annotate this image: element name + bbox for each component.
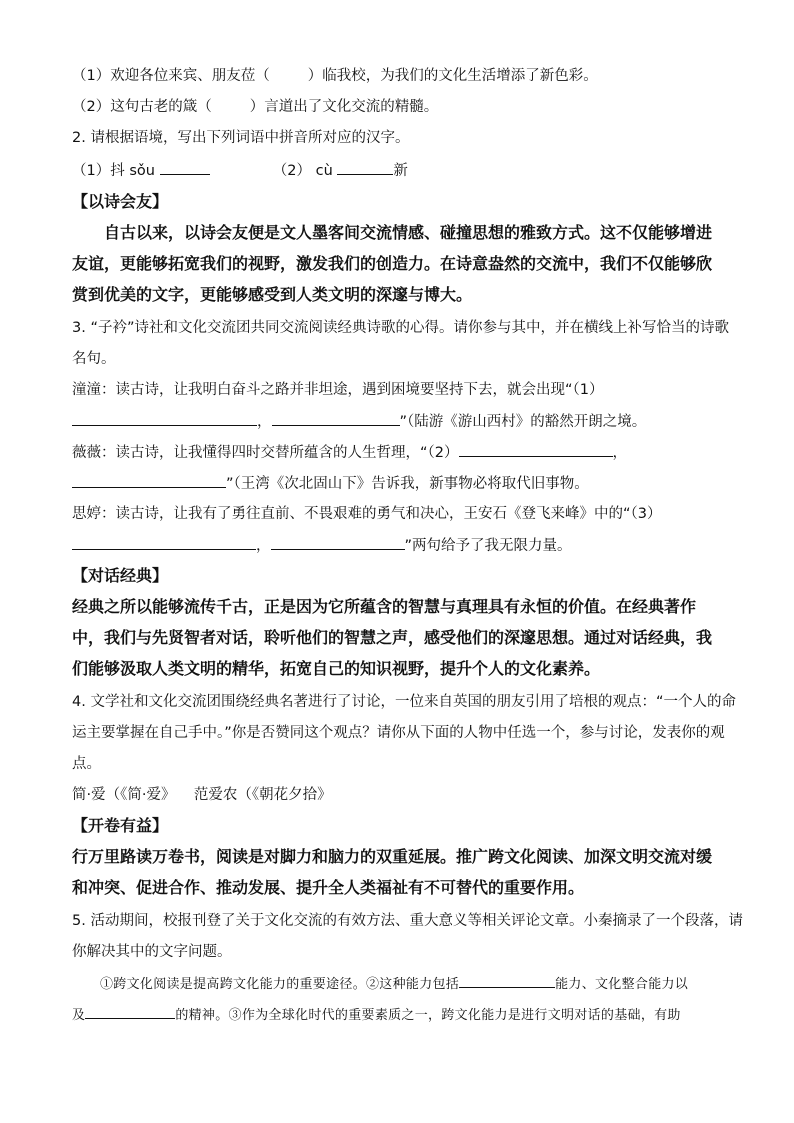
q3-blank-2b[interactable]: [72, 473, 226, 488]
q2-items: [72, 160, 408, 181]
q3-answer-b-line-2: [72, 473, 589, 494]
q5-line-1: 5. 活动期间，校报刊登了关于文化交流的有效方法、重大意义等相关评论文章。小秦摘录了一个段落，请: [72, 913, 743, 929]
q1-item-1-prefix: （1）欢迎各位来宾、朋友莅（: [72, 68, 270, 84]
poetry-intro-line-2: 友谊，更能够拓宽我们的视野，激发我们的创造力。在诗意盎然的交流中，我们不仅能够欣: [72, 254, 713, 273]
section-heading-poetry: 【以诗会友】: [72, 192, 169, 211]
reading-intro-line-2: 和冲突、促进合作、推动发展、提升全人类福祉有不可替代的重要作用。: [72, 878, 585, 897]
classics-intro-line-3: 们能够汲取人类文明的精华，拓宽自己的知识视野，提升个人的文化素养。: [72, 659, 601, 678]
q4-line-1: 4. 文学社和文化交流团围绕经典名著进行了讨论，一位来自英国的朋友引用了培根的观点：“一个人的命: [72, 694, 736, 710]
q2-item-1-blank[interactable]: [160, 160, 210, 175]
q3-answer-b-text: 薇薇：读古诗，让我懂得四时交替所蕴含的人生哲理，“（2）: [72, 445, 459, 461]
q5-blank-1[interactable]: [459, 973, 555, 988]
section-heading-classics: 【对话经典】: [72, 566, 169, 585]
poetry-intro-line-3: 赏到优美的文字，更能够感受到人类文明的深邃与博大。: [72, 285, 473, 304]
q1-item-2: [72, 97, 438, 117]
q3-stem-line-1: 3. “子衿”诗社和文化交流团共同交流阅读经典诗歌的心得。请你参与其中，并在横线上补写恰当的诗歌: [72, 320, 729, 336]
q1-item-2-suffix: ）言道出了文化交流的精髓。: [249, 99, 439, 115]
q3-answer-c-line-2: [72, 535, 572, 556]
q3-answer-b-tail: ”（王湾《次北固山下》告诉我，新事物必将取代旧事物。: [226, 476, 589, 492]
q4-line-2: 运主要掌握在自己手中。”你是否赞同这个观点？请你从下面的人物中任选一个，参与讨论，发表你的观: [72, 725, 725, 741]
q4-line-3: 点。: [72, 756, 101, 772]
q3-blank-3a[interactable]: [72, 535, 256, 550]
q3-blank-3b[interactable]: [271, 535, 405, 550]
section-heading-reading: 【开卷有益】: [72, 816, 169, 835]
q1-item-1: [72, 66, 598, 86]
q1-item-2-prefix: （2）这句古老的箴（: [72, 99, 212, 115]
q2-stem: 2. 请根据语境，写出下列词语中拼音所对应的汉字。: [72, 130, 410, 146]
q5-blank-2[interactable]: [85, 1004, 175, 1019]
q1-item-1-suffix: ）临我校，为我们的文化生活增添了新色彩。: [307, 68, 598, 84]
q5-excerpt-1-prefix: ①跨文化阅读是提高跨文化能力的重要途径。②这种能力包括: [100, 977, 460, 992]
q3-comma-2: ，: [612, 445, 627, 461]
q3-answer-a-line-1: 潼潼：读古诗，让我明白奋斗之路并非坦途，遇到困境要坚持下去，就会出现“（1）: [72, 382, 604, 398]
q3-blank-1b[interactable]: [272, 411, 400, 426]
q5-excerpt-1-suffix: 能力、文化整合能力以: [555, 977, 689, 992]
q3-answer-b-line-1: [72, 442, 627, 463]
q3-answer-a-tail: ”（陆游《游山西村》的豁然开朗之境。: [399, 414, 647, 430]
poetry-intro-line-1: 自古以来，以诗会友便是文人墨客间交流情感、碰撞思想的雅致方式。这不仅能够增进: [104, 223, 713, 242]
q2-item-2-label: （2） cù: [272, 163, 333, 179]
classics-intro-line-2: 中，我们与先贤智者对话，聆听他们的智慧之声，感受他们的深邃思想。通过对话经典，我: [72, 628, 713, 647]
q3-blank-1a[interactable]: [72, 411, 257, 426]
q2-item-2-blank[interactable]: [337, 160, 393, 175]
q3-stem-line-2: 名句。: [72, 351, 116, 367]
q5-excerpt-line-2: [72, 1004, 681, 1026]
q3-blank-2a[interactable]: [459, 442, 613, 457]
q2-item-1-label: （1）抖 sǒu: [72, 163, 155, 179]
reading-intro-line-1: 行万里路读万卷书，阅读是对脚力和脑力的双重延展。推广跨文化阅读、加深文明交流对缓: [72, 847, 713, 866]
q5-excerpt-2-suffix: 的精神。③作为全球化时代的重要素质之一，跨文化能力是进行文明对话的基础，有助: [175, 1008, 681, 1023]
classics-intro-line-1: 经典之所以能够流传千古，正是因为它所蕴含的智慧与真理具有永恒的价值。在经典著作: [72, 597, 697, 616]
q5-excerpt-2-prefix: 及: [72, 1008, 86, 1023]
q5-line-2: 你解决其中的文字问题。: [72, 944, 232, 960]
q3-answer-a-line-2: [72, 411, 646, 432]
q3-comma-1: ，: [257, 414, 272, 430]
q3-comma-3: ，: [256, 538, 271, 554]
q4-character-options: 简·爱（《简·爱》 范爱农（《朝花夕拾》: [72, 787, 332, 803]
q3-answer-c-line-1: 思婷：读古诗，让我有了勇往直前、不畏艰难的勇气和决心，王安石《登飞来峰》中的“（3）: [72, 506, 662, 522]
q2-item-2-tail: 新: [393, 163, 408, 179]
q3-answer-c-tail: ”两句给予了我无限力量。: [404, 538, 572, 554]
q5-excerpt-line-1: [100, 973, 688, 995]
